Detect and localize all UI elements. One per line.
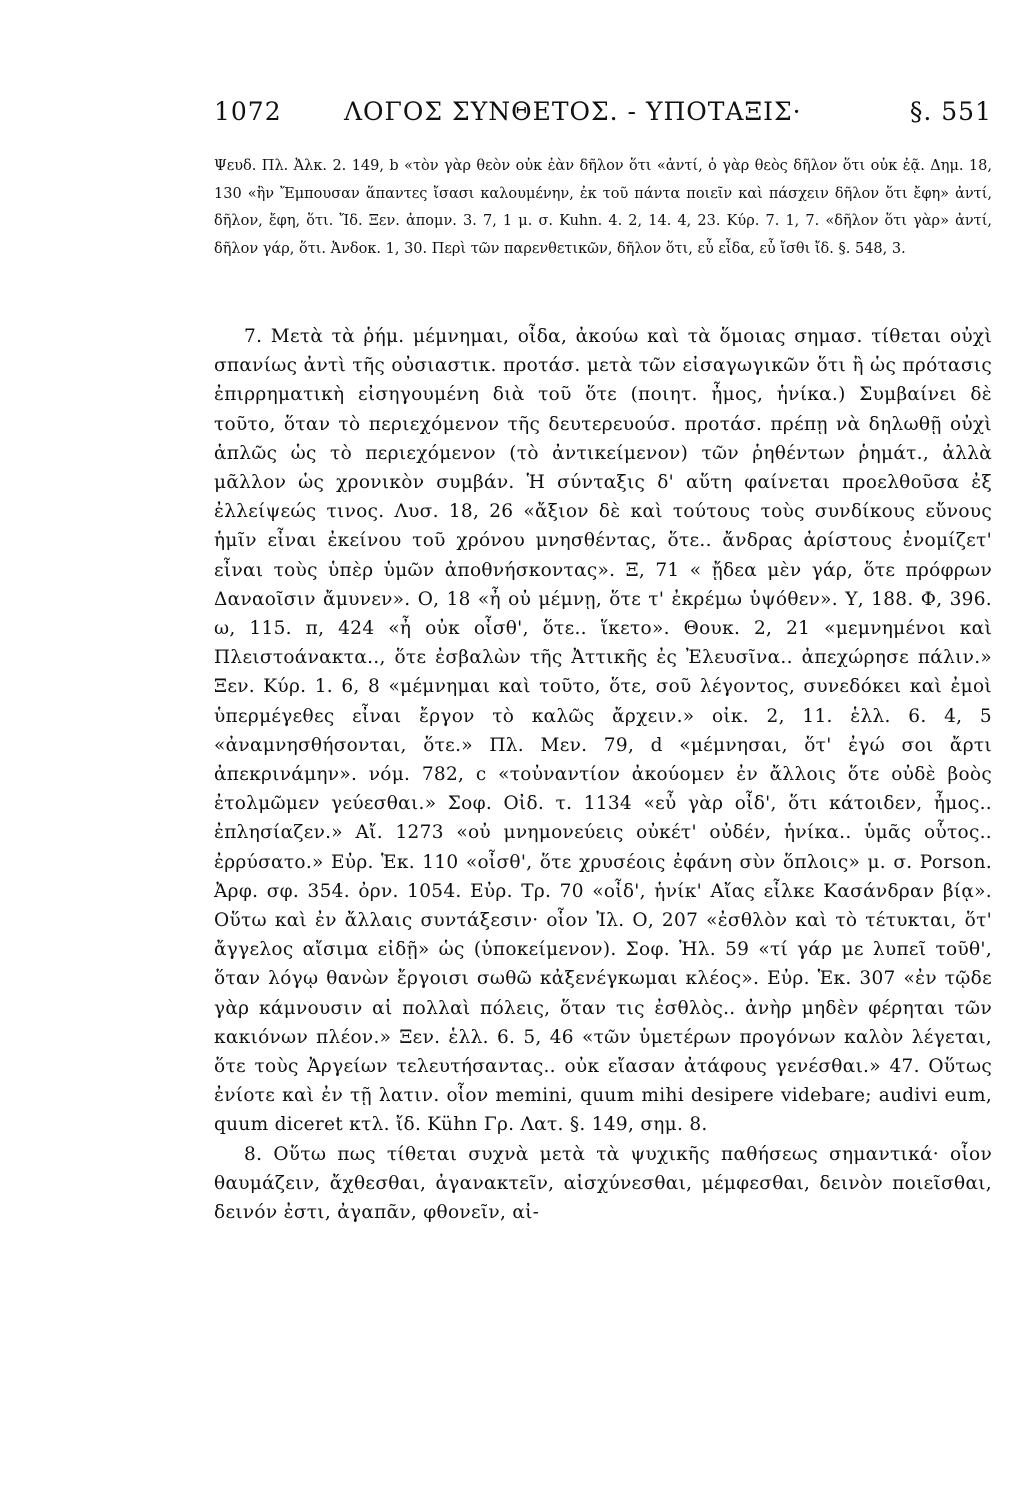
section-number: §. 551 — [909, 97, 992, 126]
running-header — [214, 97, 992, 137]
running-title: ΛΟΓΟΣ ΣΥΝΘΕΤΟΣ. - ΥΠΟΤΑΞΙΣ· — [344, 97, 802, 126]
page-number: 1072 — [214, 97, 282, 126]
paragraph-7: 7. Μετὰ τὰ ῥήμ. μέμνημαι, οἶδα, ἀκούω καὶ τὰ ὅμοιας σημασ. τίθεται οὐχὶ σπανίως ἀντὶ τῆς οὐσιαστικ. προτάσ. μετὰ τῶν εἰσαγωγικῶν ὅτι ἢ ὡς πρότασις ἐπιρρηματικὴ εἰσηγουμένη διὰ τοῦ ὅτε (ποιητ. ἦμος, ἡνίκα.) Συμβαίνει δὲ τοῦτο, ὅταν τὸ περιεχόμενον τῆς δευτερευούσ. προτάσ. πρέπῃ νὰ δηλωθῇ οὐχὶ ἁπλῶς ὡς τὸ περιεχόμενον (τὸ ἀντικείμενον) τῶν ῥηθέντων ῥημάτ., ἀλλὰ μᾶλλον ὡς χρονικὸν συμβάν. Ἡ σύνταξις δ' αὕτη φαίνεται προελθοῦσα ἐξ ἐλλείψεώς τινος. Λυσ. 18, 26 «ἄξιον δὲ καὶ τούτους τοὺς συνδίκους εὔνους ἡμῖν εἶναι ἐκείνου τοῦ χρόνου μνησθέντας, ὅτε.. ἄνδρας ἀρίστους ἐνομίζετ' εἶναι τοὺς ὑπὲρ ὑμῶν ἀποθνήσκοντας». Ξ, 71 « ᾔδεα μὲν γάρ, ὅτε πρόφρων Δαναοῖσιν ἄμυνεν». Ο, 18 «ἦ οὐ μέμνῃ, ὅτε τ' ἐκρέμω ὑψόθεν». Υ, 188. Φ, 396. ω, 115. π, 424 «ἦ οὐκ οἶσθ', ὅτε.. ἵκετο». Θουκ. 2, 21 «μεμνημένοι καὶ Πλειστοάνακτα.., ὅτε ἐσβαλὼν τῆς Ἀττικῆς ἐς Ἐλευσῖνα.. ἀπεχώρησε πάλιν.» Ξεν. Κύρ. 1. 6, 8 «μέμνημαι καὶ τοῦτο, ὅτε, σοῦ λέγοντος, συνεδόκει καὶ ἐμοὶ ὑπερμέγεθες εἶναι ἔργον τὸ καλῶς ἄρχειν.» οἰκ. 2, 11. ἑλλ. 6. 4, 5 «ἀναμνησθήσονται, ὅτε.» Πλ. Μεν. 79, d «μέμνησαι, ὅτ' ἐγώ σοι ἄρτι ἀπεκρινάμην». νόμ. 782, c «τοὐναντίον ἀκούομεν ἐν ἄλλοις ὅτε οὐδὲ βοὸς ἐτολμῶμεν γεύεσθαι.» Σοφ. Οἰδ. τ. 1134 «εὖ γὰρ οἶδ', ὅτι κάτοιδεν, ἦμος.. ἐπλησίαζεν.» Αἴ. 1273 «οὐ μνημονεύεις οὐκέτ' οὐδέν, ἡνίκα.. ὑμᾶς οὗτος.. ἐρρύσατο.» Εὐρ. Ἑκ. 110 «οἶσθ', ὅτε χρυσέοις ἐφάνη σὺν ὅπλοις» μ. σ. Porson. Ἀρφ. σφ. 354. ὀρν. 1054. Εὐρ. Τρ. 70 «οἶδ', ἡνίκ' Αἴας εἷλκε Κασάνδραν βίᾳ». Οὕτω καὶ ἐν ἄλλαις συντάξεσιν· οἷον Ἰλ. Ο, 207 «ἐσθλὸν καὶ τὸ τέτυκται, ὅτ' ἄγγελος αἴσιμα εἰδῇ» ὡς (ὑποκείμενον). Σοφ. Ἠλ. 59 «τί γάρ με λυπεῖ τοῦθ', ὅταν λόγῳ θανὼν ἔργοισι σωθῶ κἀξενέγκωμαι κλέος». Εὐρ. Ἑκ. 307 «ἐν τῷδε γὰρ κάμνουσιν αἱ πολλαὶ πόλεις, ὅταν τις ἐσθλὸς.. ἀνὴρ μηδὲν φέρηται τῶν κακιόνων πλέον.» Ξεν. ἑλλ. 6. 5, 46 «τῶν ὑμετέρων προγόνων καλὸν λέγεται, ὅτε τοὺς Ἀργείων τελευτήσαντας.. οὐκ εἴασαν ἀτάφους γενέσθαι.» 47. Οὕτως ἐνίοτε καὶ ἐν τῇ λατιν. οἷον memini, quum mihi desipere videbare; audivi eum, quum diceret κτλ. ἴδ. Kühn Γρ. Λατ. §. 149, σημ. 8. — [214, 326, 992, 1136]
main-text — [214, 322, 992, 1227]
footnote-block: Ψευδ. Πλ. Ἀλκ. 2. 149, b «τὸν γὰρ θεὸν οὐκ ἐὰν δῆλον ὅτι «ἀντί, ὁ γὰρ θεὸς δῆλον ὅτι οὐκ ἐᾷ. Δημ. 18, 130 «ἣν Ἔμπουσαν ἅπαντες ἴσασι καλουμένην, ἐκ τοῦ πάντα ποιεῖν καὶ πάσχειν δῆλον ὅτι ἔφη» ἀντί, δῆλον, ἔφη, ὅτι. Ἴδ. Ξεν. ἀπομν. 3. 7, 1 μ. σ. Kuhn. 4. 2, 14. 4, 23. Κύρ. 7. 1, 7. «δῆλον ὅτι γὰρ» ἀντί, δῆλον γάρ, ὅτι. Ἀνδοκ. 1, 30. Περὶ τῶν παρενθετικῶν, δῆλον ὅτι, εὖ εἶδα, εὖ ἴσθι ἴδ. §. 548, 3. — [214, 158, 992, 257]
paragraph-8: 8. Οὕτω πως τίθεται συχνὰ μετὰ τὰ ψυχικῆς παθήσεως σημαντικά· οἷον θαυμάζειν, ἄχθεσθαι, ἀγανακτεῖν, αἰσχύνεσθαι, μέμφεσθαι, δεινὸν ποιεῖσθαι, δεινόν ἐστι, ἀγαπᾶν, φθονεῖν, αἰ- — [214, 1143, 992, 1224]
